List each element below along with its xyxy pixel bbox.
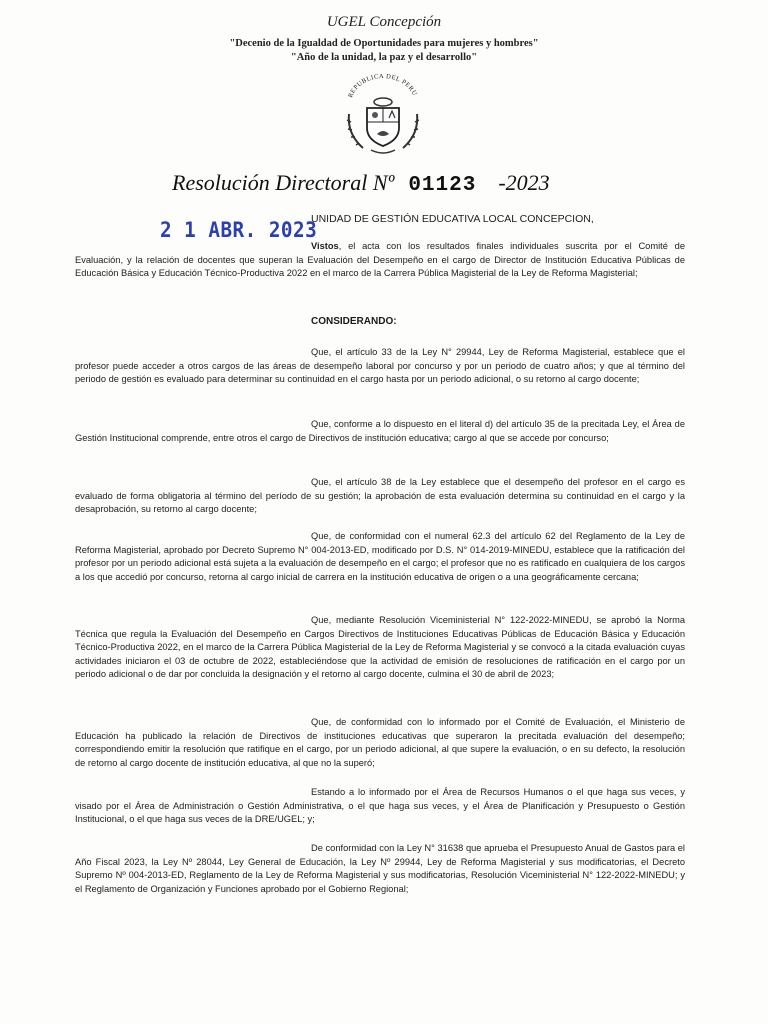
considerando-paragraph-1 bbox=[75, 346, 685, 387]
resolution-label: Resolución Directoral Nº bbox=[172, 170, 395, 195]
paragraph-text: Que, el artículo 33 de la Ley N° 29944, Ley de Reforma Magisterial, establece que el profesor puede acceder a otros cargos de las áreas de desempeño laboral por concurso y por un periodo de cuatro años; y que al término del periodo de gestión es evaluado para determinar su continuidad en el cargo hasta por un periodo adicional, o su retorno al cargo docente; bbox=[75, 347, 685, 385]
considerando-heading: CONSIDERANDO: bbox=[311, 316, 397, 327]
considerando-paragraph-4 bbox=[75, 530, 685, 584]
paragraph-text: Estando a lo informado por el Área de Recursos Humanos o el que haga sus veces, y visado por el Área de Administración o Gestión Administrativa, o el que haga sus veces, y el Área de Planificación y Presupuesto o Gestión Institucional, o el que haga sus veces de la DRE/UGEL; y; bbox=[75, 787, 685, 825]
office-name: UGEL Concepción bbox=[326, 14, 442, 30]
vistos-paragraph bbox=[75, 240, 685, 281]
national-seal-icon bbox=[337, 74, 429, 156]
issuing-unit: UNIDAD DE GESTIÓN EDUCATIVA LOCAL CONCEPCION, bbox=[311, 213, 594, 225]
vistos-text: , el acta con los resultados finales individuales suscrita por el Comité de Evaluación, y la relación de docentes que superan la Evaluación del Desempeño en el cargo de Director de Institución Educativa Públicas de Educación Básica y Educación Técnico-Productiva 2022 en el marco de la Carrera Pública Magisterial de la Ley de Reforma Magisterial; bbox=[75, 241, 685, 279]
paragraph-text: De conformidad con la Ley N° 31638 que aprueba el Presupuesto Anual de Gastos para el Año Fiscal 2023, la Ley Nº 28044, Ley General de Educación, la Ley Nº 29944, Ley de Reforma Magisterial y sus modificatorias, el Decreto Supremo Nº 004-2013-ED, Reglamento de la Ley de Reforma Magisterial y sus modificatorias, Resolución Viceministerial N° 122-2022-MINEDU; y el Reglamento de Organización y Funciones aprobado por el Gobierno Regional; bbox=[75, 843, 685, 894]
considerando-paragraph-5 bbox=[75, 614, 685, 682]
considerando-paragraph-3 bbox=[75, 476, 685, 517]
svg-text:REPUBLICA DEL PERU bbox=[347, 74, 418, 99]
date-stamp: 2 1 ABR. 2023 bbox=[160, 218, 318, 242]
considerando-paragraph-7 bbox=[75, 786, 685, 827]
seal-text: REPUBLICA DEL PERU bbox=[347, 74, 419, 99]
decade-motto: "Decenio de la Igualdad de Oportunidades para mujeres y hombres" bbox=[229, 38, 539, 49]
resolution-year: -2023 bbox=[498, 170, 550, 195]
resolution-number: 01123 bbox=[408, 174, 477, 197]
paragraph-text: Que, mediante Resolución Viceministerial N° 122-2022-MINEDU, se aprobó la Norma Técnica que regula la Evaluación del Desempeño en Cargos Directivos de Instituciones Educativas Públicas de Educación Básica y Educación Técnico-Productiva 2022, en el marco de la Carrera Pública Magisterial de la Ley de Reforma Magisterial y se convocó a la citada evaluación cuyas actividades iniciaron el 03 de octubre de 2022, estableciéndose que la actividad de emisión de resoluciones de ratificación en el cargo por un periodo adicional o de dar por concluida la designación y el retorno al cargo docente, culmina el 30 de abril de 2023; bbox=[75, 615, 685, 680]
vistos-label: Vistos bbox=[311, 241, 339, 251]
resolution-title bbox=[172, 170, 550, 197]
considerando-paragraph-8 bbox=[75, 842, 685, 896]
paragraph-text: Que, de conformidad con el numeral 62.3 del artículo 62 del Reglamento de la Ley de Reforma Magisterial, aprobado por Decreto Supremo N° 004-2013-ED, modificado por D.S. N° 014-2019-MINEDU, establece que la ratificación del profesor por un periodo adicional está sujeta a la evaluación de desempeño en el cargo; el profesor que no es ratificado en cualquiera de los cargos a los que accedió por concurso, retorna al cargo inicial de carrera en la institución educativa de origen o a una geográficamente cercana; bbox=[75, 531, 685, 582]
paragraph-text: Que, de conformidad con lo informado por el Comité de Evaluación, el Ministerio de Educación ha publicado la relación de Directivos de instituciones educativas que superaron la precitada evaluación del desempeño; correspondiendo emitir la resolución que ratifique en el cargo, por un periodo adicional, al que supere la evaluación, o en su defecto, la resolución de retorno al cargo docente de institución educativa, al que no la superó; bbox=[75, 717, 685, 768]
year-motto: "Año de la unidad, la paz y el desarrollo" bbox=[290, 52, 478, 63]
paragraph-text: Que, el artículo 38 de la Ley establece que el desempeño del profesor en el cargo es evaluado de forma obligatoria al término del período de su gestión; la aprobación de esta evaluación determina su continuidad en el cargo y la desaprobación, su retorno al cargo docente; bbox=[75, 477, 685, 515]
paragraph-text: Que, conforme a lo dispuesto en el literal d) del artículo 35 de la precitada Ley, el Área de Gestión Institucional comprende, entre otros el cargo de Directivos de institución educativa; cargo al que se accede por concurso; bbox=[75, 419, 685, 443]
considerando-paragraph-2 bbox=[75, 418, 685, 445]
considerando-paragraph-6 bbox=[75, 716, 685, 770]
